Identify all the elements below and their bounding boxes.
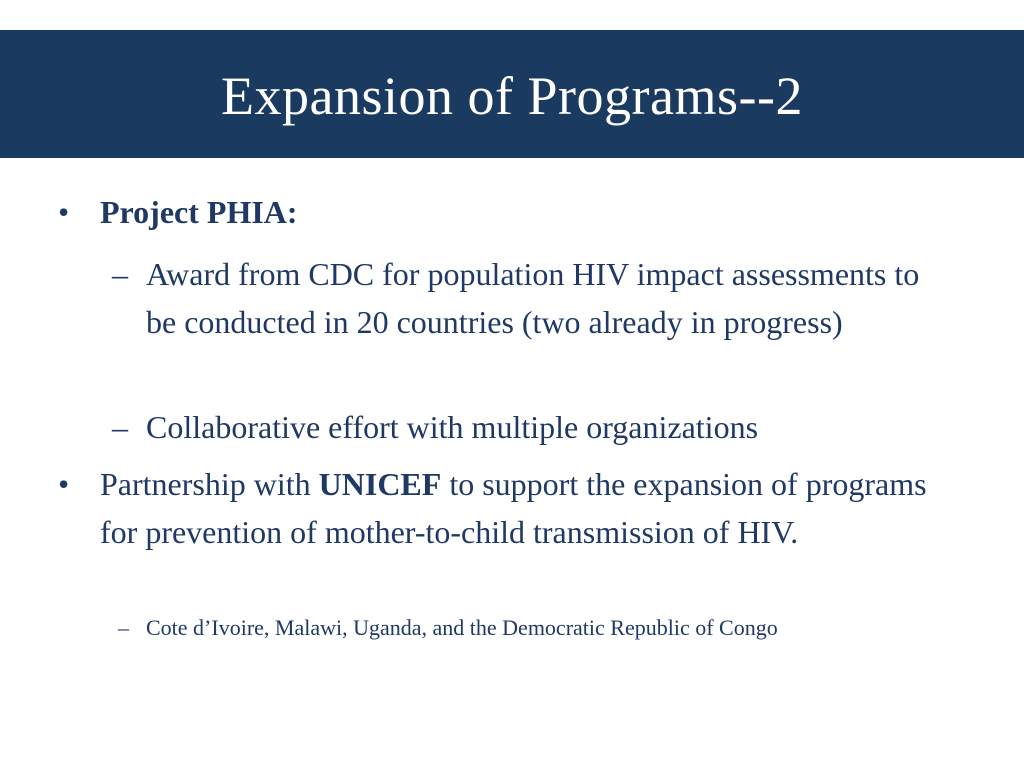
slide-title: Expansion of Programs--2 <box>221 66 803 126</box>
dash-marker: – <box>112 256 128 292</box>
bullet-partnership <box>100 460 940 556</box>
dash-marker: – <box>118 615 129 640</box>
partnership-text-pre: Partnership with <box>100 466 319 502</box>
bullet-project-phia: Project PHIA: <box>100 194 298 230</box>
sub-bullet-countries: Cote d’Ivoire, Malawi, Uganda, and the Democratic Republic of Congo <box>146 615 778 640</box>
dash-marker: – <box>112 409 128 445</box>
bullet-marker: • <box>58 194 70 230</box>
partnership-text-post: to support the expansion of programs for prevention of mother-to-child transmission of HIV. <box>100 466 927 550</box>
bullet-marker: • <box>58 466 70 502</box>
sub-bullet-collaborative: Collaborative effort with multiple organizations <box>146 409 759 445</box>
sub-bullet-award: Award from CDC for population HIV impact assessments to be conducted in 20 countries (two already in progress) <box>146 256 920 340</box>
unicef-emphasis: UNICEF <box>318 466 442 502</box>
